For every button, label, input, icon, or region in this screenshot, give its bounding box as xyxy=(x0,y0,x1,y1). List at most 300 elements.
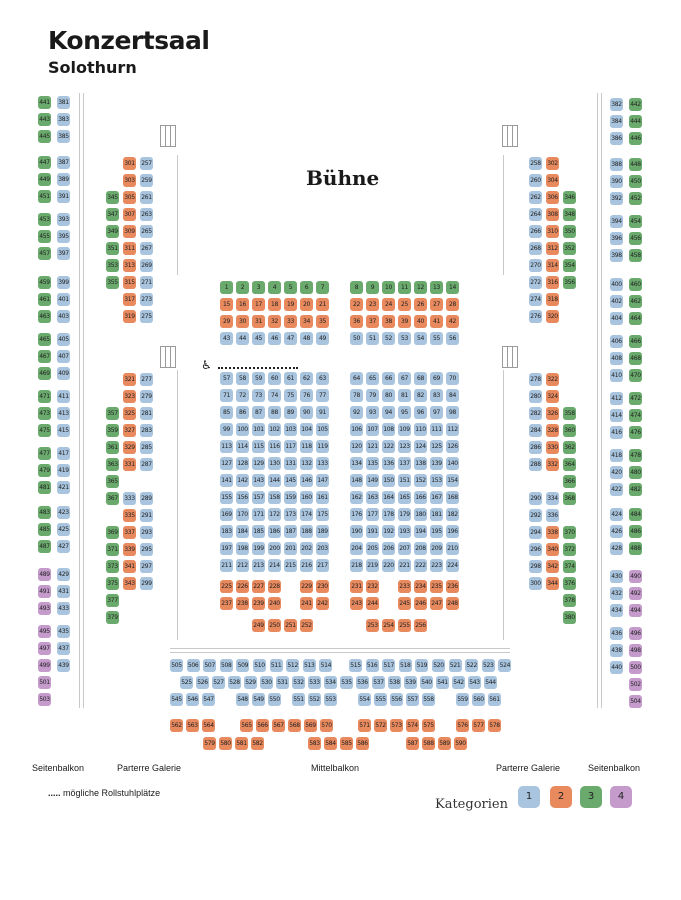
seat-432[interactable]: 432 xyxy=(610,587,623,600)
seat-411[interactable]: 411 xyxy=(57,390,70,403)
seat-517[interactable]: 517 xyxy=(382,659,395,672)
seat-406[interactable]: 406 xyxy=(610,335,623,348)
seat-180[interactable]: 180 xyxy=(414,508,427,521)
seat-380[interactable]: 380 xyxy=(563,611,576,624)
seat-569[interactable]: 569 xyxy=(304,719,317,732)
seat-528[interactable]: 528 xyxy=(228,676,241,689)
seat-80[interactable]: 80 xyxy=(382,389,395,402)
seat-302[interactable]: 302 xyxy=(546,157,559,170)
seat-304[interactable]: 304 xyxy=(546,174,559,187)
seat-228[interactable]: 228 xyxy=(268,580,281,593)
seat-69[interactable]: 69 xyxy=(430,372,443,385)
seat-303[interactable]: 303 xyxy=(123,174,136,187)
seat-328[interactable]: 328 xyxy=(546,424,559,437)
seat-217[interactable]: 217 xyxy=(316,559,329,572)
seat-64[interactable]: 64 xyxy=(350,372,363,385)
seat-588[interactable]: 588 xyxy=(422,737,435,750)
seat-314[interactable]: 314 xyxy=(546,259,559,272)
seat-543[interactable]: 543 xyxy=(468,676,481,689)
seat-39[interactable]: 39 xyxy=(398,315,411,328)
seat-467[interactable]: 467 xyxy=(38,350,51,363)
seat-327[interactable]: 327 xyxy=(123,424,136,437)
seat-181[interactable]: 181 xyxy=(430,508,443,521)
seat-519[interactable]: 519 xyxy=(415,659,428,672)
seat-347[interactable]: 347 xyxy=(106,208,119,221)
seat-29[interactable]: 29 xyxy=(220,315,233,328)
seat-24[interactable]: 24 xyxy=(382,298,395,311)
seat-396[interactable]: 396 xyxy=(610,232,623,245)
seat-57[interactable]: 57 xyxy=(220,372,233,385)
seat-188[interactable]: 188 xyxy=(300,525,313,538)
seat-349[interactable]: 349 xyxy=(106,225,119,238)
seat-6[interactable]: 6 xyxy=(300,281,313,294)
seat-30[interactable]: 30 xyxy=(236,315,249,328)
seat-245[interactable]: 245 xyxy=(398,597,411,610)
seat-89[interactable]: 89 xyxy=(284,406,297,419)
seat-560[interactable]: 560 xyxy=(472,693,485,706)
seat-466[interactable]: 466 xyxy=(629,335,642,348)
seat-586[interactable]: 586 xyxy=(356,737,369,750)
seat-295[interactable]: 295 xyxy=(140,543,153,556)
seat-316[interactable]: 316 xyxy=(546,276,559,289)
seat-407[interactable]: 407 xyxy=(57,350,70,363)
seat-388[interactable]: 388 xyxy=(610,158,623,171)
seat-129[interactable]: 129 xyxy=(252,457,265,470)
seat-342[interactable]: 342 xyxy=(546,560,559,573)
seat-481[interactable]: 481 xyxy=(38,481,51,494)
seat-507[interactable]: 507 xyxy=(203,659,216,672)
seat-435[interactable]: 435 xyxy=(57,625,70,638)
seat-496[interactable]: 496 xyxy=(629,627,642,640)
seat-117[interactable]: 117 xyxy=(284,440,297,453)
seat-18[interactable]: 18 xyxy=(268,298,281,311)
seat-107[interactable]: 107 xyxy=(366,423,379,436)
seat-384[interactable]: 384 xyxy=(610,115,623,128)
seat-350[interactable]: 350 xyxy=(563,225,576,238)
seat-190[interactable]: 190 xyxy=(350,525,363,538)
seat-173[interactable]: 173 xyxy=(284,508,297,521)
seat-492[interactable]: 492 xyxy=(629,587,642,600)
seat-201[interactable]: 201 xyxy=(284,542,297,555)
seat-583[interactable]: 583 xyxy=(308,737,321,750)
seat-580[interactable]: 580 xyxy=(219,737,232,750)
seat-248[interactable]: 248 xyxy=(446,597,459,610)
seat-82[interactable]: 82 xyxy=(414,389,427,402)
seat-171[interactable]: 171 xyxy=(252,508,265,521)
seat-448[interactable]: 448 xyxy=(629,158,642,171)
seat-419[interactable]: 419 xyxy=(57,464,70,477)
seat-502[interactable]: 502 xyxy=(629,678,642,691)
seat-391[interactable]: 391 xyxy=(57,190,70,203)
seat-343[interactable]: 343 xyxy=(123,577,136,590)
seat-251[interactable]: 251 xyxy=(284,619,297,632)
seat-576[interactable]: 576 xyxy=(456,719,469,732)
seat-284[interactable]: 284 xyxy=(529,424,542,437)
seat-42[interactable]: 42 xyxy=(446,315,459,328)
seat-457[interactable]: 457 xyxy=(38,247,51,260)
seat-236[interactable]: 236 xyxy=(446,580,459,593)
seat-133[interactable]: 133 xyxy=(316,457,329,470)
seat-187[interactable]: 187 xyxy=(284,525,297,538)
seat-185[interactable]: 185 xyxy=(252,525,265,538)
seat-166[interactable]: 166 xyxy=(414,491,427,504)
seat-436[interactable]: 436 xyxy=(610,627,623,640)
seat-135[interactable]: 135 xyxy=(366,457,379,470)
seat-428[interactable]: 428 xyxy=(610,542,623,555)
seat-227[interactable]: 227 xyxy=(252,580,265,593)
seat-446[interactable]: 446 xyxy=(629,132,642,145)
seat-9[interactable]: 9 xyxy=(366,281,379,294)
seat-249[interactable]: 249 xyxy=(252,619,265,632)
seat-386[interactable]: 386 xyxy=(610,132,623,145)
seat-14[interactable]: 14 xyxy=(446,281,459,294)
seat-453[interactable]: 453 xyxy=(38,213,51,226)
seat-211[interactable]: 211 xyxy=(220,559,233,572)
seat-464[interactable]: 464 xyxy=(629,312,642,325)
seat-404[interactable]: 404 xyxy=(610,312,623,325)
seat-85[interactable]: 85 xyxy=(220,406,233,419)
seat-247[interactable]: 247 xyxy=(430,597,443,610)
seat-243[interactable]: 243 xyxy=(350,597,363,610)
seat-77[interactable]: 77 xyxy=(316,389,329,402)
seat-115[interactable]: 115 xyxy=(252,440,265,453)
seat-381[interactable]: 381 xyxy=(57,96,70,109)
seat-414[interactable]: 414 xyxy=(610,409,623,422)
seat-444[interactable]: 444 xyxy=(629,115,642,128)
seat-420[interactable]: 420 xyxy=(610,466,623,479)
seat-136[interactable]: 136 xyxy=(382,457,395,470)
seat-168[interactable]: 168 xyxy=(446,491,459,504)
seat-372[interactable]: 372 xyxy=(563,543,576,556)
seat-159[interactable]: 159 xyxy=(284,491,297,504)
seat-443[interactable]: 443 xyxy=(38,113,51,126)
seat-456[interactable]: 456 xyxy=(629,232,642,245)
seat-356[interactable]: 356 xyxy=(563,276,576,289)
seat-65[interactable]: 65 xyxy=(366,372,379,385)
seat-105[interactable]: 105 xyxy=(316,423,329,436)
seat-37[interactable]: 37 xyxy=(366,315,379,328)
seat-111[interactable]: 111 xyxy=(430,423,443,436)
seat-574[interactable]: 574 xyxy=(406,719,419,732)
seat-272[interactable]: 272 xyxy=(529,276,542,289)
seat-567[interactable]: 567 xyxy=(272,719,285,732)
seat-288[interactable]: 288 xyxy=(529,458,542,471)
seat-494[interactable]: 494 xyxy=(629,604,642,617)
seat-21[interactable]: 21 xyxy=(316,298,329,311)
seat-577[interactable]: 577 xyxy=(472,719,485,732)
seat-555[interactable]: 555 xyxy=(374,693,387,706)
seat-514[interactable]: 514 xyxy=(319,659,332,672)
seat-225[interactable]: 225 xyxy=(220,580,233,593)
seat-540[interactable]: 540 xyxy=(420,676,433,689)
seat-325[interactable]: 325 xyxy=(123,407,136,420)
seat-431[interactable]: 431 xyxy=(57,585,70,598)
seat-152[interactable]: 152 xyxy=(414,474,427,487)
seat-354[interactable]: 354 xyxy=(563,259,576,272)
seat-48[interactable]: 48 xyxy=(300,332,313,345)
seat-92[interactable]: 92 xyxy=(350,406,363,419)
seat-385[interactable]: 385 xyxy=(57,130,70,143)
seat-400[interactable]: 400 xyxy=(610,278,623,291)
seat-341[interactable]: 341 xyxy=(123,560,136,573)
seat-264[interactable]: 264 xyxy=(529,208,542,221)
seat-137[interactable]: 137 xyxy=(398,457,411,470)
seat-292[interactable]: 292 xyxy=(529,509,542,522)
seat-126[interactable]: 126 xyxy=(446,440,459,453)
seat-262[interactable]: 262 xyxy=(529,191,542,204)
seat-418[interactable]: 418 xyxy=(610,449,623,462)
seat-104[interactable]: 104 xyxy=(300,423,313,436)
seat-442[interactable]: 442 xyxy=(629,98,642,111)
seat-402[interactable]: 402 xyxy=(610,295,623,308)
seat-102[interactable]: 102 xyxy=(268,423,281,436)
seat-283[interactable]: 283 xyxy=(140,424,153,437)
seat-526[interactable]: 526 xyxy=(196,676,209,689)
seat-75[interactable]: 75 xyxy=(284,389,297,402)
seat-305[interactable]: 305 xyxy=(123,191,136,204)
seat-131[interactable]: 131 xyxy=(284,457,297,470)
seat-62[interactable]: 62 xyxy=(300,372,313,385)
seat-487[interactable]: 487 xyxy=(38,540,51,553)
seat-204[interactable]: 204 xyxy=(350,542,363,555)
seat-452[interactable]: 452 xyxy=(629,192,642,205)
seat-285[interactable]: 285 xyxy=(140,441,153,454)
seat-539[interactable]: 539 xyxy=(404,676,417,689)
seat-522[interactable]: 522 xyxy=(465,659,478,672)
seat-15[interactable]: 15 xyxy=(220,298,233,311)
seat-300[interactable]: 300 xyxy=(529,577,542,590)
seat-521[interactable]: 521 xyxy=(449,659,462,672)
seat-454[interactable]: 454 xyxy=(629,215,642,228)
seat-310[interactable]: 310 xyxy=(546,225,559,238)
seat-333[interactable]: 333 xyxy=(123,492,136,505)
seat-493[interactable]: 493 xyxy=(38,602,51,615)
seat-189[interactable]: 189 xyxy=(316,525,329,538)
seat-392[interactable]: 392 xyxy=(610,192,623,205)
seat-461[interactable]: 461 xyxy=(38,293,51,306)
seat-490[interactable]: 490 xyxy=(629,570,642,583)
seat-468[interactable]: 468 xyxy=(629,352,642,365)
seat-3[interactable]: 3 xyxy=(252,281,265,294)
seat-260[interactable]: 260 xyxy=(529,174,542,187)
seat-25[interactable]: 25 xyxy=(398,298,411,311)
seat-474[interactable]: 474 xyxy=(629,409,642,422)
seat-67[interactable]: 67 xyxy=(398,372,411,385)
seat-93[interactable]: 93 xyxy=(366,406,379,419)
seat-515[interactable]: 515 xyxy=(349,659,362,672)
seat-177[interactable]: 177 xyxy=(366,508,379,521)
seat-235[interactable]: 235 xyxy=(430,580,443,593)
seat-344[interactable]: 344 xyxy=(546,577,559,590)
seat-422[interactable]: 422 xyxy=(610,483,623,496)
seat-146[interactable]: 146 xyxy=(300,474,313,487)
seat-10[interactable]: 10 xyxy=(382,281,395,294)
seat-87[interactable]: 87 xyxy=(252,406,265,419)
seat-124[interactable]: 124 xyxy=(414,440,427,453)
seat-17[interactable]: 17 xyxy=(252,298,265,311)
seat-205[interactable]: 205 xyxy=(366,542,379,555)
seat-161[interactable]: 161 xyxy=(316,491,329,504)
seat-319[interactable]: 319 xyxy=(123,310,136,323)
seat-56[interactable]: 56 xyxy=(446,332,459,345)
seat-462[interactable]: 462 xyxy=(629,295,642,308)
seat-562[interactable]: 562 xyxy=(170,719,183,732)
seat-470[interactable]: 470 xyxy=(629,369,642,382)
seat-289[interactable]: 289 xyxy=(140,492,153,505)
seat-413[interactable]: 413 xyxy=(57,407,70,420)
seat-241[interactable]: 241 xyxy=(300,597,313,610)
seat-582[interactable]: 582 xyxy=(251,737,264,750)
seat-463[interactable]: 463 xyxy=(38,310,51,323)
seat-397[interactable]: 397 xyxy=(57,247,70,260)
seat-523[interactable]: 523 xyxy=(482,659,495,672)
seat-311[interactable]: 311 xyxy=(123,242,136,255)
seat-561[interactable]: 561 xyxy=(488,693,501,706)
seat-554[interactable]: 554 xyxy=(358,693,371,706)
seat-38[interactable]: 38 xyxy=(382,315,395,328)
seat-214[interactable]: 214 xyxy=(268,559,281,572)
seat-549[interactable]: 549 xyxy=(252,693,265,706)
seat-477[interactable]: 477 xyxy=(38,447,51,460)
seat-423[interactable]: 423 xyxy=(57,506,70,519)
seat-362[interactable]: 362 xyxy=(563,441,576,454)
seat-566[interactable]: 566 xyxy=(256,719,269,732)
seat-536[interactable]: 536 xyxy=(356,676,369,689)
seat-279[interactable]: 279 xyxy=(140,390,153,403)
seat-348[interactable]: 348 xyxy=(563,208,576,221)
seat-558[interactable]: 558 xyxy=(422,693,435,706)
seat-230[interactable]: 230 xyxy=(316,580,329,593)
seat-7[interactable]: 7 xyxy=(316,281,329,294)
seat-79[interactable]: 79 xyxy=(366,389,379,402)
seat-5[interactable]: 5 xyxy=(284,281,297,294)
seat-192[interactable]: 192 xyxy=(382,525,395,538)
seat-498[interactable]: 498 xyxy=(629,644,642,657)
seat-28[interactable]: 28 xyxy=(446,298,459,311)
seat-335[interactable]: 335 xyxy=(123,509,136,522)
seat-553[interactable]: 553 xyxy=(324,693,337,706)
seat-163[interactable]: 163 xyxy=(366,491,379,504)
seat-410[interactable]: 410 xyxy=(610,369,623,382)
seat-379[interactable]: 379 xyxy=(106,611,119,624)
seat-60[interactable]: 60 xyxy=(268,372,281,385)
seat-417[interactable]: 417 xyxy=(57,447,70,460)
seat-478[interactable]: 478 xyxy=(629,449,642,462)
seat-398[interactable]: 398 xyxy=(610,249,623,262)
seat-551[interactable]: 551 xyxy=(292,693,305,706)
seat-346[interactable]: 346 xyxy=(563,191,576,204)
seat-440[interactable]: 440 xyxy=(610,661,623,674)
seat-455[interactable]: 455 xyxy=(38,230,51,243)
seat-358[interactable]: 358 xyxy=(563,407,576,420)
seat-552[interactable]: 552 xyxy=(308,693,321,706)
seat-250[interactable]: 250 xyxy=(268,619,281,632)
seat-215[interactable]: 215 xyxy=(284,559,297,572)
seat-278[interactable]: 278 xyxy=(529,373,542,386)
seat-573[interactable]: 573 xyxy=(390,719,403,732)
seat-427[interactable]: 427 xyxy=(57,540,70,553)
seat-81[interactable]: 81 xyxy=(398,389,411,402)
seat-364[interactable]: 364 xyxy=(563,458,576,471)
seat-575[interactable]: 575 xyxy=(422,719,435,732)
seat-505[interactable]: 505 xyxy=(170,659,183,672)
seat-409[interactable]: 409 xyxy=(57,367,70,380)
seat-174[interactable]: 174 xyxy=(300,508,313,521)
seat-73[interactable]: 73 xyxy=(252,389,265,402)
seat-55[interactable]: 55 xyxy=(430,332,443,345)
seat-207[interactable]: 207 xyxy=(398,542,411,555)
seat-390[interactable]: 390 xyxy=(610,175,623,188)
seat-20[interactable]: 20 xyxy=(300,298,313,311)
seat-160[interactable]: 160 xyxy=(300,491,313,504)
seat-513[interactable]: 513 xyxy=(303,659,316,672)
seat-550[interactable]: 550 xyxy=(268,693,281,706)
seat-375[interactable]: 375 xyxy=(106,577,119,590)
seat-491[interactable]: 491 xyxy=(38,585,51,598)
seat-538[interactable]: 538 xyxy=(388,676,401,689)
seat-330[interactable]: 330 xyxy=(546,441,559,454)
seat-99[interactable]: 99 xyxy=(220,423,233,436)
seat-49[interactable]: 49 xyxy=(316,332,329,345)
seat-459[interactable]: 459 xyxy=(38,276,51,289)
seat-544[interactable]: 544 xyxy=(484,676,497,689)
seat-237[interactable]: 237 xyxy=(220,597,233,610)
seat-320[interactable]: 320 xyxy=(546,310,559,323)
seat-40[interactable]: 40 xyxy=(414,315,427,328)
seat-169[interactable]: 169 xyxy=(220,508,233,521)
seat-232[interactable]: 232 xyxy=(366,580,379,593)
seat-47[interactable]: 47 xyxy=(284,332,297,345)
seat-469[interactable]: 469 xyxy=(38,367,51,380)
seat-370[interactable]: 370 xyxy=(563,526,576,539)
seat-361[interactable]: 361 xyxy=(106,441,119,454)
seat-374[interactable]: 374 xyxy=(563,560,576,573)
seat-103[interactable]: 103 xyxy=(284,423,297,436)
seat-421[interactable]: 421 xyxy=(57,481,70,494)
seat-31[interactable]: 31 xyxy=(252,315,265,328)
seat-415[interactable]: 415 xyxy=(57,424,70,437)
seat-524[interactable]: 524 xyxy=(498,659,511,672)
seat-318[interactable]: 318 xyxy=(546,293,559,306)
seat-84[interactable]: 84 xyxy=(446,389,459,402)
seat-426[interactable]: 426 xyxy=(610,525,623,538)
seat-480[interactable]: 480 xyxy=(629,466,642,479)
seat-164[interactable]: 164 xyxy=(382,491,395,504)
seat-179[interactable]: 179 xyxy=(398,508,411,521)
seat-337[interactable]: 337 xyxy=(123,526,136,539)
seat-221[interactable]: 221 xyxy=(398,559,411,572)
seat-158[interactable]: 158 xyxy=(268,491,281,504)
seat-184[interactable]: 184 xyxy=(236,525,249,538)
seat-298[interactable]: 298 xyxy=(529,560,542,573)
seat-151[interactable]: 151 xyxy=(398,474,411,487)
seat-269[interactable]: 269 xyxy=(140,259,153,272)
seat-63[interactable]: 63 xyxy=(316,372,329,385)
seat-96[interactable]: 96 xyxy=(414,406,427,419)
seat-277[interactable]: 277 xyxy=(140,373,153,386)
seat-139[interactable]: 139 xyxy=(430,457,443,470)
seat-546[interactable]: 546 xyxy=(186,693,199,706)
seat-568[interactable]: 568 xyxy=(288,719,301,732)
seat-182[interactable]: 182 xyxy=(446,508,459,521)
seat-59[interactable]: 59 xyxy=(252,372,265,385)
seat-134[interactable]: 134 xyxy=(350,457,363,470)
seat-143[interactable]: 143 xyxy=(252,474,265,487)
seat-475[interactable]: 475 xyxy=(38,424,51,437)
seat-88[interactable]: 88 xyxy=(268,406,281,419)
seat-547[interactable]: 547 xyxy=(202,693,215,706)
seat-13[interactable]: 13 xyxy=(430,281,443,294)
